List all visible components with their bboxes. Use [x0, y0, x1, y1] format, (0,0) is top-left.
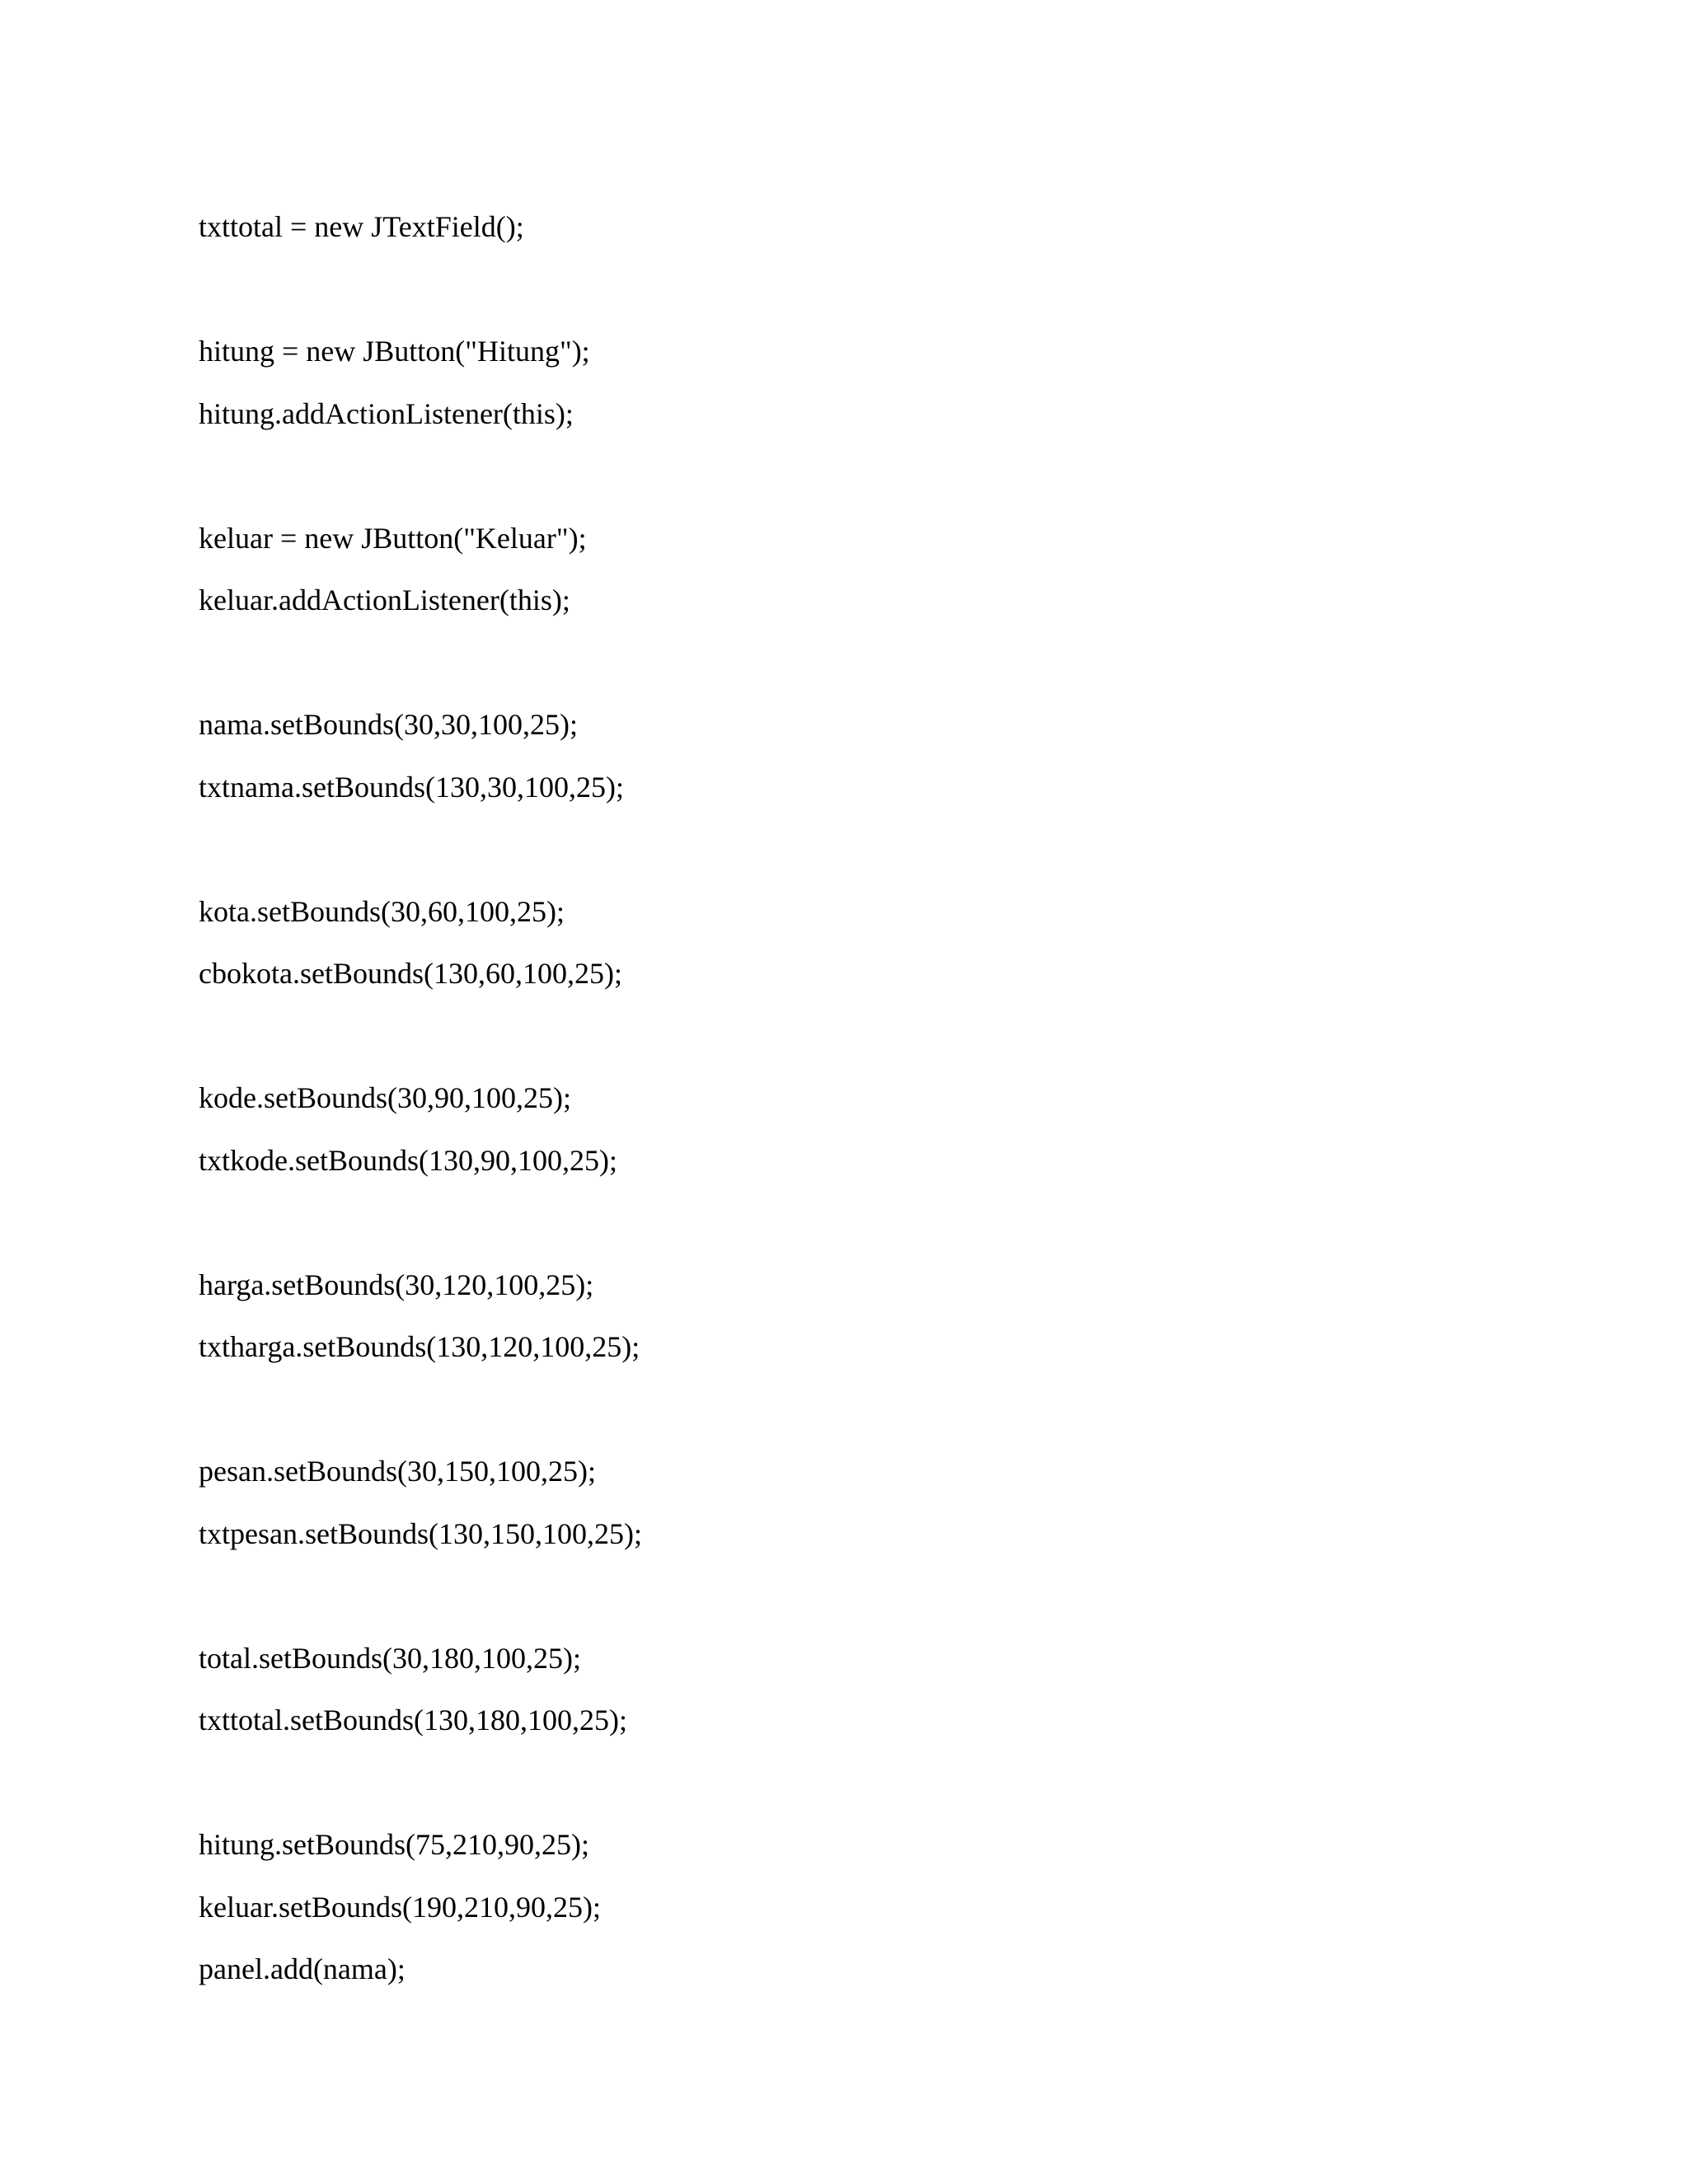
blank-line — [199, 818, 1517, 881]
blank-line — [199, 632, 1517, 695]
code-line: txtpesan.setBounds(130,150,100,25); — [199, 1516, 642, 1550]
blank-line — [199, 1192, 1517, 1254]
blank-line — [199, 259, 1517, 321]
code-line: txtkode.setBounds(130,90,100,25); — [199, 1143, 617, 1177]
blank-line — [199, 1379, 1517, 1441]
code-line: pesan.setBounds(30,150,100,25); — [199, 1455, 596, 1488]
code-line: keluar = new JButton("Keluar"); — [199, 521, 587, 555]
code-line: harga.setBounds(30,120,100,25); — [199, 1268, 594, 1301]
code-line: nama.setBounds(30,30,100,25); — [199, 708, 578, 741]
code-line: hitung.addActionListener(this); — [199, 396, 574, 430]
blank-line — [199, 1752, 1517, 1815]
blank-line — [199, 1005, 1517, 1068]
code-line: txtharga.setBounds(130,120,100,25); — [199, 1330, 640, 1363]
code-line: cbokota.setBounds(130,60,100,25); — [199, 957, 622, 990]
blank-line — [199, 1565, 1517, 1628]
code-line: txtnama.setBounds(130,30,100,25); — [199, 770, 624, 804]
code-line: kode.setBounds(30,90,100,25); — [199, 1081, 571, 1114]
code-line: keluar.setBounds(190,210,90,25); — [199, 1890, 601, 1924]
blank-line — [199, 445, 1517, 508]
code-listing — [199, 196, 1517, 2001]
code-line: kota.setBounds(30,60,100,25); — [199, 894, 565, 928]
code-line: txttotal = new JTextField(); — [199, 210, 524, 243]
code-line: keluar.addActionListener(this); — [199, 583, 570, 616]
code-line: total.setBounds(30,180,100,25); — [199, 1641, 581, 1675]
code-line: panel.add(nama); — [199, 1952, 406, 1985]
code-line: txttotal.setBounds(130,180,100,25); — [199, 1704, 627, 1736]
code-line: hitung.setBounds(75,210,90,25); — [199, 1828, 589, 1861]
code-line: hitung = new JButton("Hitung"); — [199, 335, 590, 368]
